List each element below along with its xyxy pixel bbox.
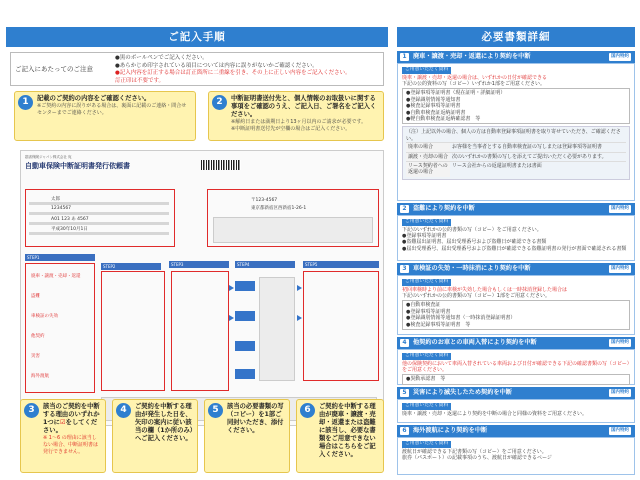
need-text: 廃車・譲渡・売却・返還の場合は、いずれかの日付が確認できる (402, 74, 548, 81)
callout-note: ※ 1〜6 の理由に該当しない場合、中断証明書は発行できません。 (43, 435, 99, 455)
document-item: ●盗難届出証明書、届出受理番号および盗難日が確認できる書類 (402, 239, 547, 246)
note-box (402, 126, 630, 179)
section-2-body (397, 215, 635, 261)
section-6-header (397, 425, 635, 437)
step-bar: STEP3 (169, 261, 229, 268)
form-addressee: 損害保険ジャパン株式会社 宛 (25, 155, 72, 159)
section-3-body (397, 275, 635, 335)
section-title: 他契約のお車との車両入替により契約を中断 (413, 339, 537, 346)
section-title: 廃車・譲渡・売却・返還により契約を中断 (413, 53, 531, 60)
section-4-header (397, 337, 635, 349)
reason-item: 他契約 (31, 334, 45, 339)
section-tag: 国内特約 (611, 54, 629, 59)
field-code: A01 123 あ 4567 (51, 217, 89, 222)
table-key: 譲渡・売却の場合 (408, 153, 449, 160)
flow-box (235, 341, 255, 351)
step-number: 5 (208, 403, 223, 418)
flow-box (235, 311, 255, 321)
section-title: 盗難により契約を中断 (413, 205, 475, 212)
callout-step-4 (112, 399, 198, 473)
table-value: リース会社からの返還証明書または書面 (452, 162, 542, 169)
callout-title: ご契約を中断する理由が廃車・譲渡・売却・返還または盗難に該当し、必要な書類をご用意できない場合はこちらをご記入ください。 (319, 403, 376, 458)
right-panel (397, 27, 635, 476)
reason-item: 災害 (31, 354, 40, 359)
document-item: ●登録識別情報等通知書（一時抹消登録証明書） (406, 315, 516, 322)
section-6-body (397, 437, 635, 475)
table-value: 次のいずれかの書類の写しを添えてご提出いただく必要があります。 (452, 153, 607, 160)
section-number: 3 (400, 265, 409, 273)
reason-item: 車検証の失効 (31, 314, 58, 319)
callout-note: ※解約日または満期日より13ヶ月以内のご請求が必要です。 (231, 119, 367, 125)
document-item: ●軽自動車検査証返納確認書 等 (406, 115, 481, 122)
step-bar: STEP5 (303, 261, 379, 268)
form-line (29, 202, 169, 205)
document-item: 旅券（パスポート）の記載事項のうち、渡航日が確認できるページ (402, 454, 552, 461)
document-item: ●自動車検査証 (406, 302, 441, 309)
need-text: 初回車検時より前に車検が失効した場合もしくは一時抹消登録した場合は (402, 286, 568, 293)
need-label: ご用意いただく資料 (402, 219, 451, 226)
section-tag: 国内特約 (611, 390, 629, 395)
highlight-alt (303, 271, 379, 381)
section-5-header (397, 387, 635, 399)
section-4-body (397, 349, 635, 385)
right-title: 必要書類詳細 (397, 27, 635, 47)
section-tag: 国内特約 (611, 340, 629, 345)
document-item: ●検査記録事項等証明書 等 (406, 321, 471, 328)
document-item: ●登録事項等証明書 (402, 232, 447, 239)
document-item: ●検査記録事項等証明書 (406, 103, 461, 110)
field-date: 平成30年10月1日 (51, 227, 88, 232)
callout-step-6 (296, 399, 384, 473)
left-panel (6, 27, 388, 476)
step-number: 4 (116, 403, 131, 418)
callout-title: ご契約を中断する理由が発生した日を、矢印の案内に従い該当の欄（1か所のみ）へご記入ください。 (135, 403, 193, 442)
section-3-header (397, 263, 635, 275)
need-label: ご用意いただく資料 (402, 279, 451, 286)
arrow-icon (297, 285, 302, 291)
step-number: 1 (18, 95, 33, 110)
step-number: 6 (300, 403, 315, 418)
field-name: 太郎 (51, 197, 60, 202)
need-text: 下記のいずれかの公的書類の写（コピー）をご用意ください。 (402, 226, 542, 233)
form-line (29, 212, 169, 215)
step-number: 3 (24, 403, 39, 418)
section-title: 災害により滅失したため契約を中断 (413, 389, 512, 396)
privacy-box (213, 217, 373, 243)
callout-note: ※中断証明書送付先が空欄の場合はご記入ください。 (231, 126, 351, 132)
left-title: ご記入手順 (6, 27, 388, 47)
field-number: 1234567 (51, 206, 72, 211)
form-line (29, 232, 169, 235)
need-text: 渡航日が確認できる下記書類の写（コピー）をご用意ください。 (402, 448, 547, 455)
intro-note: 訂正印は不要です。 (115, 77, 165, 84)
reason-item: 廃車・譲渡・売却・返還 (31, 274, 81, 279)
section-1-header (397, 51, 635, 63)
callout-title: 該当の必要書類の写（コピー）を1部ご同封いただき、添付ください。 (227, 403, 284, 434)
table-value: お客様を当事者とする自動車検査証の写しまたは登録事項等証明書 (452, 144, 603, 151)
section-number: 1 (400, 53, 409, 61)
highlight-docs (171, 271, 229, 391)
section-1-body (397, 63, 635, 201)
intro-notes (115, 55, 351, 85)
step-number: 2 (212, 95, 227, 110)
section-tag: 国内特約 (611, 266, 629, 271)
callout-step-1 (14, 91, 196, 141)
form-title: 自動車保険中断証明書発行依頼書 (25, 162, 130, 170)
callout-note: ※ご契約の内容に誤りがある場合は、裏面に記載のご連絡・問合せセンターまでご連絡ください。 (37, 103, 187, 116)
section-title: 海外渡航により契約を中断 (413, 427, 488, 434)
section-2-header (397, 203, 635, 215)
section-5-body (397, 399, 635, 423)
step-bar: STEP1 (25, 254, 95, 261)
need-text: 下記の公的資料の写（コピー）いずれか1部をご用意ください。 (402, 80, 545, 87)
section-number: 5 (400, 389, 409, 397)
table-key: 廃車の場合 (406, 143, 450, 151)
form-line (29, 222, 169, 225)
callout-title: 該当のご契約を中断する理由のいずれか1つに (43, 403, 100, 426)
reason-item: 海外渡航 (31, 374, 49, 379)
document-item: ●届出受理番号、届出受理番号および盗難日が確認できる盗難証明書の発行が書面で確認される書類 (402, 245, 627, 252)
section-tag: 国内特約 (611, 428, 629, 433)
document-item: ●登録事項等証明書 (406, 308, 451, 315)
need-label: ご用意いただく資料 (402, 441, 451, 448)
intro-note: ●あらかじめ印字されている項目については内容に誤りがないかご確認ください。 (115, 62, 318, 69)
arrow-icon (229, 315, 234, 321)
flow-box (235, 281, 255, 291)
section-number: 4 (400, 339, 409, 347)
highlight-contract-info (25, 189, 175, 247)
section-number: 6 (400, 427, 409, 435)
section-title: 車検証の失効・一時抹消により契約を中断 (413, 265, 531, 272)
arrow-icon (229, 285, 234, 291)
callout-title: をしてください。 (43, 419, 98, 434)
intro-note: ●黒のボールペンでご記入ください。 (115, 55, 208, 61)
table-key: リース契約者への返還の場合 (406, 162, 450, 177)
date-column (259, 277, 295, 381)
step-bar: STEP4 (235, 261, 295, 268)
need-text: 廃車・譲渡・売却・返還により契約を中断の場合と同様の資料をご用意ください。 (402, 410, 588, 417)
intro-box (10, 52, 384, 86)
document-item: ●登録事項等証明書（現在証明・詳細証明） (406, 90, 506, 97)
form-preview (20, 150, 384, 426)
document-item: ●自動車検査証返納証明書 (406, 109, 466, 116)
need-text: 他の保険契約において車両入替されている車両および日付が確認できる下記の確認書類の写（コピー）をご用意ください。 (402, 360, 630, 373)
need-text: 下記のいずれかの公的書類の写（コピー）1部をご用意ください。 (402, 292, 550, 299)
document-item: ●異動承認書 等 (402, 374, 630, 384)
document-list (402, 300, 630, 330)
barcode (201, 160, 241, 170)
need-label: ご用意いただく資料 (402, 353, 451, 360)
flow-box (235, 369, 255, 379)
note-text: （注）上記以外の場合、個人の方は自動車登録事項証明書を取り寄せていただき、ご確認ください。 (406, 129, 621, 142)
section-number: 2 (400, 205, 409, 213)
callout-title: 記載のご契約の内容をご確認ください。 (37, 95, 151, 102)
field-address: 東京都新宿区西新宿1-26-1 (251, 206, 307, 211)
reason-item: 盗難 (31, 294, 40, 299)
need-label: ご用意いただく資料 (402, 67, 451, 74)
arrow-icon (297, 315, 302, 321)
callout-step-5 (204, 399, 290, 473)
document-list (402, 88, 630, 124)
callout-title: 中断証明書送付先と、個人情報のお取扱いに関する事項をご確認のうえ、ご記入日、ご署名をご記入ください。 (231, 95, 377, 118)
section-tag: 国内特約 (611, 206, 629, 211)
need-label: ご用意いただく資料 (402, 403, 451, 410)
callout-step-3: 3 該当のご契約を中断する理由のいずれか1つに☑をしてください。 ※ 1〜6 の理由に該当しない場合、中断証明書は発行できません。 (20, 399, 106, 473)
document-item: ●登録識別情報等通知書 (406, 96, 461, 103)
step-bar: STEP2 (101, 263, 161, 270)
field-postal: 〒123-4567 (251, 198, 278, 203)
callout-step-2 (208, 91, 384, 141)
highlight-date (101, 271, 165, 391)
intro-label: ご記入にあたってのご注意 (15, 65, 93, 73)
intro-note: ●記入内容を訂正する場合は訂正箇所に二重線を引き、その上に正しい内容をご記入ください。 (115, 70, 351, 77)
